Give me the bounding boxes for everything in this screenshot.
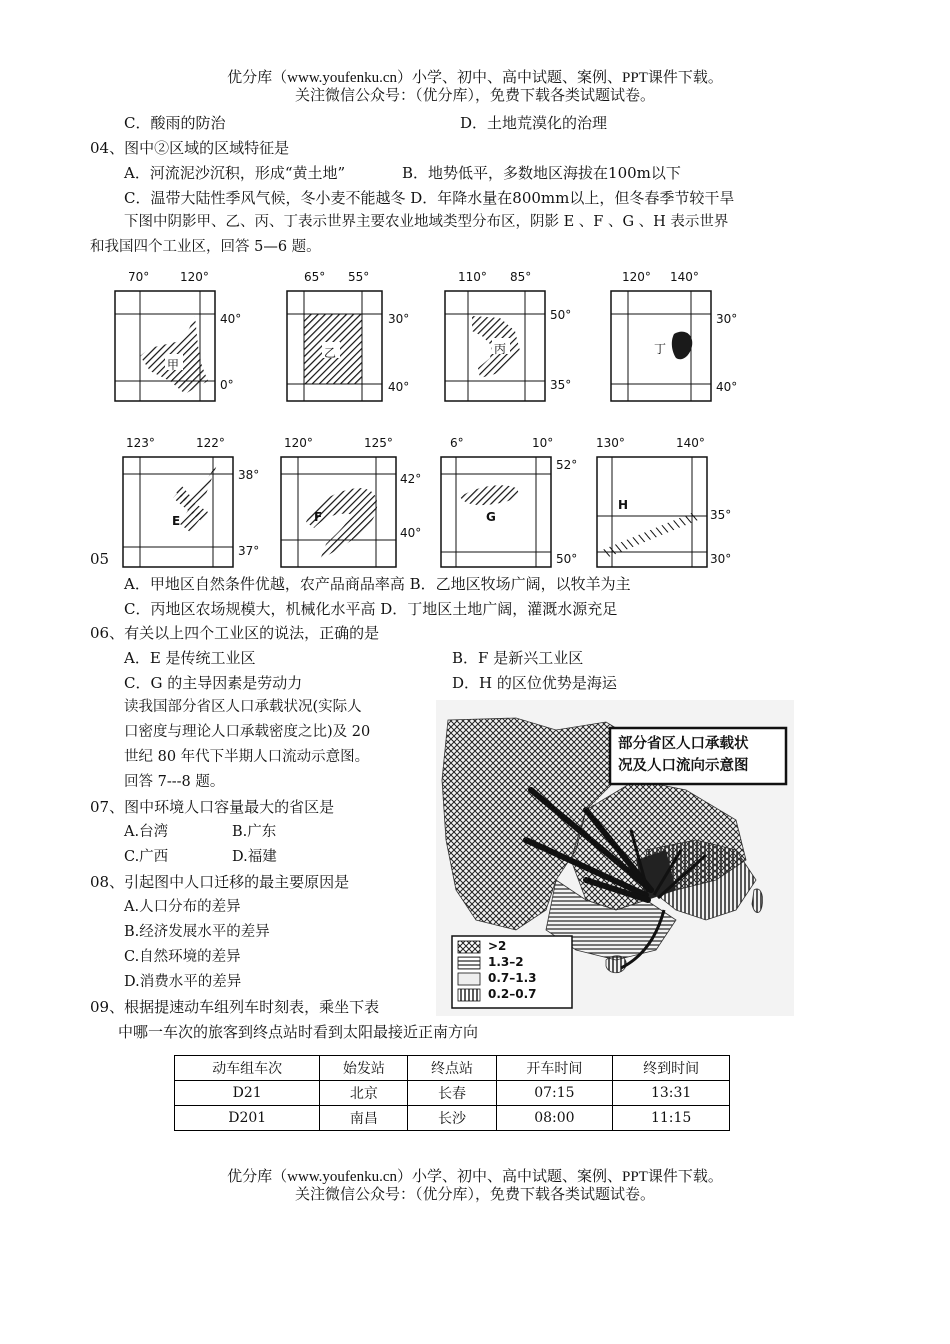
- q03-option-c: C．酸雨的防治: [124, 114, 226, 132]
- table-header: 开车时间: [496, 1056, 613, 1081]
- q08-option-a: A.人口分布的差异: [124, 899, 241, 915]
- map-ding-label: 丁: [654, 342, 667, 356]
- map-yi-label: 乙: [324, 346, 337, 360]
- q06-option-c: C．G 的主导因素是劳动力: [124, 674, 303, 692]
- map-bing: 110° 85° 丙 50° 35°: [440, 268, 590, 408]
- region-h-shape: [602, 512, 698, 558]
- q06-option-a: A．E 是传统工业区: [124, 649, 256, 667]
- legend-swatch-1: [458, 941, 480, 953]
- table-header-row: [175, 1056, 730, 1081]
- map-e: 123° 122° E 38° 37°: [118, 436, 268, 572]
- map-g: 6° 10° G 52° 50°: [436, 436, 586, 572]
- q06-option-b: B．F 是新兴工业区: [452, 649, 584, 667]
- q08-stem: 08、引起图中人口迁移的最主要原因是: [90, 873, 350, 891]
- region-ding-shape: [672, 332, 692, 360]
- map-h: 130° 140° H 35° 30°: [596, 436, 732, 566]
- q08-option-d: D.消费水平的差异: [124, 974, 242, 990]
- intro78-line4: 回答 7---8 题。: [124, 774, 225, 790]
- q04-stem: 04、图中②区域的区域特征是: [90, 139, 290, 157]
- q07-option-a: A.台湾: [124, 824, 169, 840]
- legend-label-4: 0.2–0.7: [488, 987, 537, 1001]
- table-cell: 13:31: [613, 1081, 730, 1106]
- legend-label-2: 1.3–2: [488, 955, 524, 969]
- legend-swatch-4: [458, 989, 480, 1001]
- table-row: [175, 1081, 730, 1106]
- table-cell: 11:15: [613, 1106, 730, 1131]
- q04-option-a: A．河流泥沙沉积，形成“黄土地”: [124, 164, 346, 182]
- q06-stem: 06、有关以上四个工业区的说法，正确的是: [90, 624, 380, 642]
- map-bing-label: 丙: [494, 342, 507, 356]
- q05-num: 05: [90, 550, 110, 568]
- q05-option-ab: A．甲地区自然条件优越，农产品商品率高 B．乙地区牧场广阔，以牧羊为主: [124, 575, 631, 593]
- map-ding: 120° 140° 丁 30° 40°: [606, 268, 756, 408]
- popmap-title-line2: 况及人口流向示意图: [618, 758, 749, 774]
- region-f-shape: [306, 488, 377, 560]
- map-jia: 70° 120° 甲 40° 0°: [110, 268, 260, 408]
- intro78-line2: 口密度与理论人口承载密度之比)及 20: [124, 724, 371, 740]
- train-timetable: [174, 1055, 730, 1131]
- legend-label-3: 0.7–1.3: [488, 971, 537, 985]
- q08-option-b: B.经济发展水平的差异: [124, 924, 270, 940]
- q09-line2: 中哪一车次的旅客到终点站时看到太阳最接近正南方向: [118, 1023, 479, 1041]
- q04-option-b: B．地势低平，多数地区海拔在100m以下: [402, 164, 681, 182]
- table-cell: 北京: [320, 1081, 408, 1106]
- table-header: 始发站: [320, 1056, 408, 1081]
- map-f: 120° 125° F 42° 40°: [276, 436, 426, 572]
- table-header: 动车组车次: [175, 1056, 320, 1081]
- q07-option-b: B.广东: [232, 824, 277, 840]
- header-line-1: 优分库（www.youfenku.cn）小学、初中、高中试题、案例、PPT课件下载。: [227, 70, 723, 86]
- table-cell: 长沙: [408, 1106, 496, 1131]
- map-h-label: H: [618, 498, 629, 512]
- q07-stem: 07、图中环境人口容量最大的省区是: [90, 798, 335, 816]
- intro78-line1: 读我国部分省区人口承载状况(实际人: [124, 699, 362, 715]
- table-cell: D21: [175, 1081, 320, 1106]
- table-header: 终点站: [408, 1056, 496, 1081]
- legend-swatch-3: [458, 973, 480, 985]
- table-cell: D201: [175, 1106, 320, 1131]
- intro56-line1: 下图中阴影甲、乙、丙、丁表示世界主要农业地域类型分布区，阴影 E 、F 、G 、H 表示世界: [124, 214, 729, 230]
- legend-swatch-2: [458, 957, 480, 969]
- q09-line1: 09、根据提速动车组列车时刻表，乘坐下表: [90, 998, 380, 1016]
- q04-option-cd: C．温带大陆性季风气候，冬小麦不能越冬 D．年降水量在800mm以上，但冬春季节较干旱: [124, 189, 735, 207]
- q07-option-c: C.广西: [124, 849, 169, 865]
- footer-line-2: 关注微信公众号：（优分库），免费下载各类试题试卷。: [294, 1187, 655, 1203]
- region-g-shape: [460, 485, 518, 505]
- intro56-line2: 和我国四个工业区，回答 5—6 题。: [90, 239, 321, 255]
- q07-option-d: D.福建: [232, 849, 277, 865]
- q05-option-cd: C．丙地区农场规模大，机械化水平高 D．丁地区土地广阔，灌溉水源充足: [124, 600, 618, 618]
- popmap-title-line1: 部分省区人口承载状: [618, 736, 749, 752]
- header-line-2: 关注微信公众号：（优分库），免费下载各类试题试卷。: [294, 88, 655, 104]
- map-g-label: G: [486, 510, 496, 524]
- table-cell: 07:15: [496, 1081, 613, 1106]
- q03-option-d: D．土地荒漠化的治理: [460, 114, 608, 132]
- population-flow-map: [436, 700, 794, 1016]
- table-header: 终到时间: [613, 1056, 730, 1081]
- map-yi: 65° 55° 乙 30° 40°: [282, 268, 432, 408]
- table-cell: 08:00: [496, 1106, 613, 1131]
- map-f-label: F: [314, 510, 323, 524]
- table-row: [175, 1106, 730, 1131]
- legend-label-1: >2: [488, 939, 507, 953]
- q08-option-c: C.自然环境的差异: [124, 949, 241, 965]
- footer-line-1: 优分库（www.youfenku.cn）小学、初中、高中试题、案例、PPT课件下载。: [227, 1169, 723, 1185]
- q06-option-d: D．H 的区位优势是海运: [452, 674, 617, 692]
- map-jia-label: 甲: [167, 358, 180, 372]
- table-cell: 南昌: [320, 1106, 408, 1131]
- map-e-label: E: [172, 514, 181, 528]
- intro78-line3: 世纪 80 年代下半期人口流动示意图。: [124, 749, 370, 765]
- table-cell: 长春: [408, 1081, 496, 1106]
